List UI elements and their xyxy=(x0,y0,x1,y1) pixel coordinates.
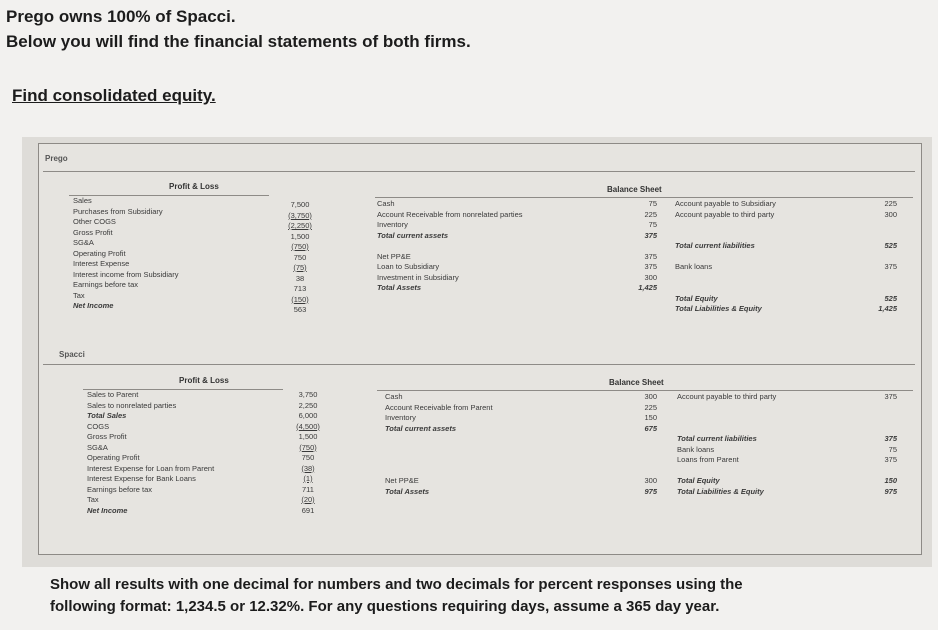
pl-value: (2,250) xyxy=(288,221,312,230)
asset-line-item: Inventory xyxy=(385,413,416,422)
divider-line xyxy=(43,364,915,365)
pl-line-item: SG&A xyxy=(73,238,94,247)
liability-line-item: Account payable to third party xyxy=(675,209,775,219)
liability-line-item xyxy=(677,413,847,424)
asset-line-item: Investment in Subsidiary xyxy=(377,272,459,282)
liability-value xyxy=(859,252,897,263)
prego-liab-values xyxy=(859,199,897,315)
liability-value: 300 xyxy=(884,209,897,219)
pl-value: (750) xyxy=(299,442,317,452)
spacci-liab-labels xyxy=(677,392,847,497)
liability-value: 375 xyxy=(884,455,897,464)
asset-line-item: Account Receivable from nonrelated parties xyxy=(377,209,523,219)
header-line-2: Below you will find the financial statements of both firms. xyxy=(6,32,471,51)
liability-value: 375 xyxy=(884,262,897,271)
spacci-assets-labels xyxy=(385,392,605,497)
pl-value: 713 xyxy=(293,284,307,293)
prego-assets-labels xyxy=(377,199,597,294)
asset-value xyxy=(611,241,657,252)
liability-line-item: Loans from Parent xyxy=(677,455,739,464)
prego-bs-title: Balance Sheet xyxy=(607,185,662,194)
prego-pl-title: Profit & Loss xyxy=(169,182,219,191)
asset-value: 375 xyxy=(644,262,657,271)
liability-line-item: Bank loans xyxy=(677,444,715,454)
liability-line-item xyxy=(677,403,847,414)
asset-line-item: Net PP&E xyxy=(385,476,419,485)
asset-value: 225 xyxy=(644,209,657,219)
asset-value: 1,425 xyxy=(638,283,657,292)
pl-value: 750 xyxy=(293,252,307,262)
liability-value xyxy=(859,283,897,294)
asset-line-item: Net PP&E xyxy=(377,251,411,261)
pl-value: 691 xyxy=(301,505,315,515)
asset-value: 300 xyxy=(644,392,657,401)
liability-line-item: Total Equity xyxy=(677,476,720,485)
asset-line-item: Cash xyxy=(377,199,395,208)
asset-line-item: Total Assets xyxy=(377,283,422,292)
prego-pl-values xyxy=(279,200,321,316)
asset-line-item: Total current assets xyxy=(377,230,448,240)
pl-line-item: Total Sales xyxy=(87,411,127,420)
liability-line-item xyxy=(675,252,845,263)
liability-value: 975 xyxy=(884,486,897,496)
pl-value: 2,250 xyxy=(298,400,318,410)
pl-line-item: Sales to Parent xyxy=(87,390,139,399)
liability-line-item: Account payable to Subsidiary xyxy=(675,199,776,208)
asset-value: 75 xyxy=(648,199,657,208)
liability-line-item: Total Liabilities & Equity xyxy=(675,304,762,313)
asset-value: 375 xyxy=(644,230,657,240)
liability-line-item: Total current liabilities xyxy=(675,241,755,250)
asset-line-item: Account Receivable from Parent xyxy=(385,402,493,412)
pl-value: (4,500) xyxy=(296,421,320,431)
footer-instructions xyxy=(50,574,743,618)
pl-line-item: Net Income xyxy=(73,301,114,310)
liability-line-item: Bank loans xyxy=(675,262,713,271)
liability-line-item xyxy=(675,220,845,231)
pl-line-item: Sales to nonrelated parties xyxy=(87,400,177,410)
pl-value: (3,750) xyxy=(288,210,312,220)
asset-value: 300 xyxy=(644,272,657,282)
asset-line-item xyxy=(385,455,605,466)
pl-value: (1) xyxy=(303,474,313,483)
asset-value xyxy=(611,434,657,445)
prego-assets-values xyxy=(611,199,657,294)
pl-line-item: SG&A xyxy=(87,442,108,452)
pl-value: 38 xyxy=(295,273,305,283)
pl-line-item: COGS xyxy=(87,421,110,431)
spacci-bs-title: Balance Sheet xyxy=(609,378,664,387)
asset-value: 675 xyxy=(644,423,657,433)
asset-line-item: Cash xyxy=(385,392,403,401)
header xyxy=(6,4,471,54)
asset-value xyxy=(611,455,657,466)
liability-line-item: Total current liabilities xyxy=(677,434,757,443)
liability-value: 375 xyxy=(884,392,897,401)
liability-value: 525 xyxy=(884,241,897,250)
asset-value: 225 xyxy=(644,402,657,412)
pl-line-item: Gross Profit xyxy=(73,227,113,237)
asset-line-item xyxy=(377,241,597,252)
pl-line-item: Purchases from Subsidiary xyxy=(73,206,163,216)
liability-value xyxy=(859,220,897,231)
pl-line-item: Tax xyxy=(73,290,85,300)
liability-value xyxy=(859,231,897,242)
pl-line-item: Operating Profit xyxy=(87,453,140,462)
asset-line-item: Loan to Subsidiary xyxy=(377,262,440,271)
pl-line-item: Earnings before tax xyxy=(73,280,139,289)
liability-line-item xyxy=(675,231,845,242)
header-line-1: Prego owns 100% of Spacci. xyxy=(6,7,236,26)
asset-value: 975 xyxy=(644,486,657,496)
pl-line-item: Sales xyxy=(73,196,92,205)
liability-line-item: Total Equity xyxy=(675,293,718,303)
pl-value: 750 xyxy=(301,453,315,462)
pl-line-item: Net Income xyxy=(87,505,128,515)
spacci-label: Spacci xyxy=(59,350,85,359)
pl-line-item: Other COGS xyxy=(73,217,116,226)
liability-value xyxy=(859,403,897,414)
asset-line-item: Total current assets xyxy=(385,423,456,433)
pl-value: (750) xyxy=(291,242,309,251)
liability-value: 225 xyxy=(884,199,897,208)
pl-line-item: Operating Profit xyxy=(73,248,126,258)
asset-line-item: Total Assets xyxy=(385,486,430,496)
liability-line-item: Account payable to third party xyxy=(677,392,777,401)
asset-value: 150 xyxy=(644,413,657,422)
prego-pl-items xyxy=(73,196,283,312)
liability-value xyxy=(859,424,897,435)
pl-value: 711 xyxy=(302,484,314,494)
liability-line-item xyxy=(675,283,845,294)
divider-line xyxy=(375,197,913,198)
asset-value: 375 xyxy=(644,251,657,261)
pl-line-item: Earnings before tax xyxy=(87,484,153,494)
statements-panel xyxy=(38,143,922,555)
pl-value: 563 xyxy=(293,305,307,314)
pl-line-item: Interest Expense for Bank Loans xyxy=(87,474,196,483)
asset-line-item xyxy=(385,466,605,477)
pl-line-item: Interest Expense for Loan from Parent xyxy=(87,463,215,473)
prego-liab-labels xyxy=(675,199,845,315)
liability-value xyxy=(859,413,897,424)
liability-line-item xyxy=(677,424,847,435)
pl-value: (75) xyxy=(293,263,307,272)
asset-value xyxy=(611,466,657,477)
asset-value: 75 xyxy=(648,220,657,229)
prego-label: Prego xyxy=(45,154,68,163)
pl-value: 1,500 xyxy=(290,231,310,241)
asset-line-item: Inventory xyxy=(377,220,408,229)
pl-value: (150) xyxy=(291,294,309,304)
liability-value: 525 xyxy=(884,293,897,303)
pl-value: 1,500 xyxy=(298,432,318,441)
pl-value: 3,750 xyxy=(298,390,318,399)
liability-value xyxy=(859,466,897,477)
asset-value: 300 xyxy=(644,476,657,485)
liability-value: 150 xyxy=(884,476,897,485)
liability-line-item: Total Liabilities & Equity xyxy=(677,486,764,496)
liability-line-item xyxy=(675,273,845,284)
spacci-pl-title: Profit & Loss xyxy=(179,376,229,385)
pl-line-item: Tax xyxy=(87,495,99,504)
pl-value: (38) xyxy=(301,463,315,473)
spacci-pl-values xyxy=(287,390,329,516)
liability-value xyxy=(859,273,897,284)
pl-value: 7,500 xyxy=(290,200,310,209)
liability-value: 375 xyxy=(884,434,897,443)
pl-value: 6,000 xyxy=(298,411,318,420)
liability-value: 1,425 xyxy=(878,304,897,313)
liability-value: 75 xyxy=(888,444,897,454)
spacci-liab-values xyxy=(859,392,897,497)
liability-line-item xyxy=(677,466,847,477)
footer-line-2: following format: 1,234.5 or 12.32%. For any questions requiring days, assume a 365 day year. xyxy=(50,598,720,615)
asset-line-item xyxy=(385,434,605,445)
pl-value: (20) xyxy=(301,495,315,504)
asset-line-item xyxy=(385,445,605,456)
task-instruction: Find consolidated equity. xyxy=(12,86,216,105)
pl-line-item: Gross Profit xyxy=(87,432,127,441)
divider-line xyxy=(43,171,915,172)
spacci-pl-items xyxy=(87,390,297,516)
spacci-assets-values xyxy=(611,392,657,497)
divider-line xyxy=(377,390,913,391)
pl-line-item: Interest Expense xyxy=(73,259,130,268)
footer-line-1: Show all results with one decimal for numbers and two decimals for percent responses using the xyxy=(50,576,743,593)
asset-value xyxy=(611,445,657,456)
pl-line-item: Interest income from Subsidiary xyxy=(73,269,179,279)
